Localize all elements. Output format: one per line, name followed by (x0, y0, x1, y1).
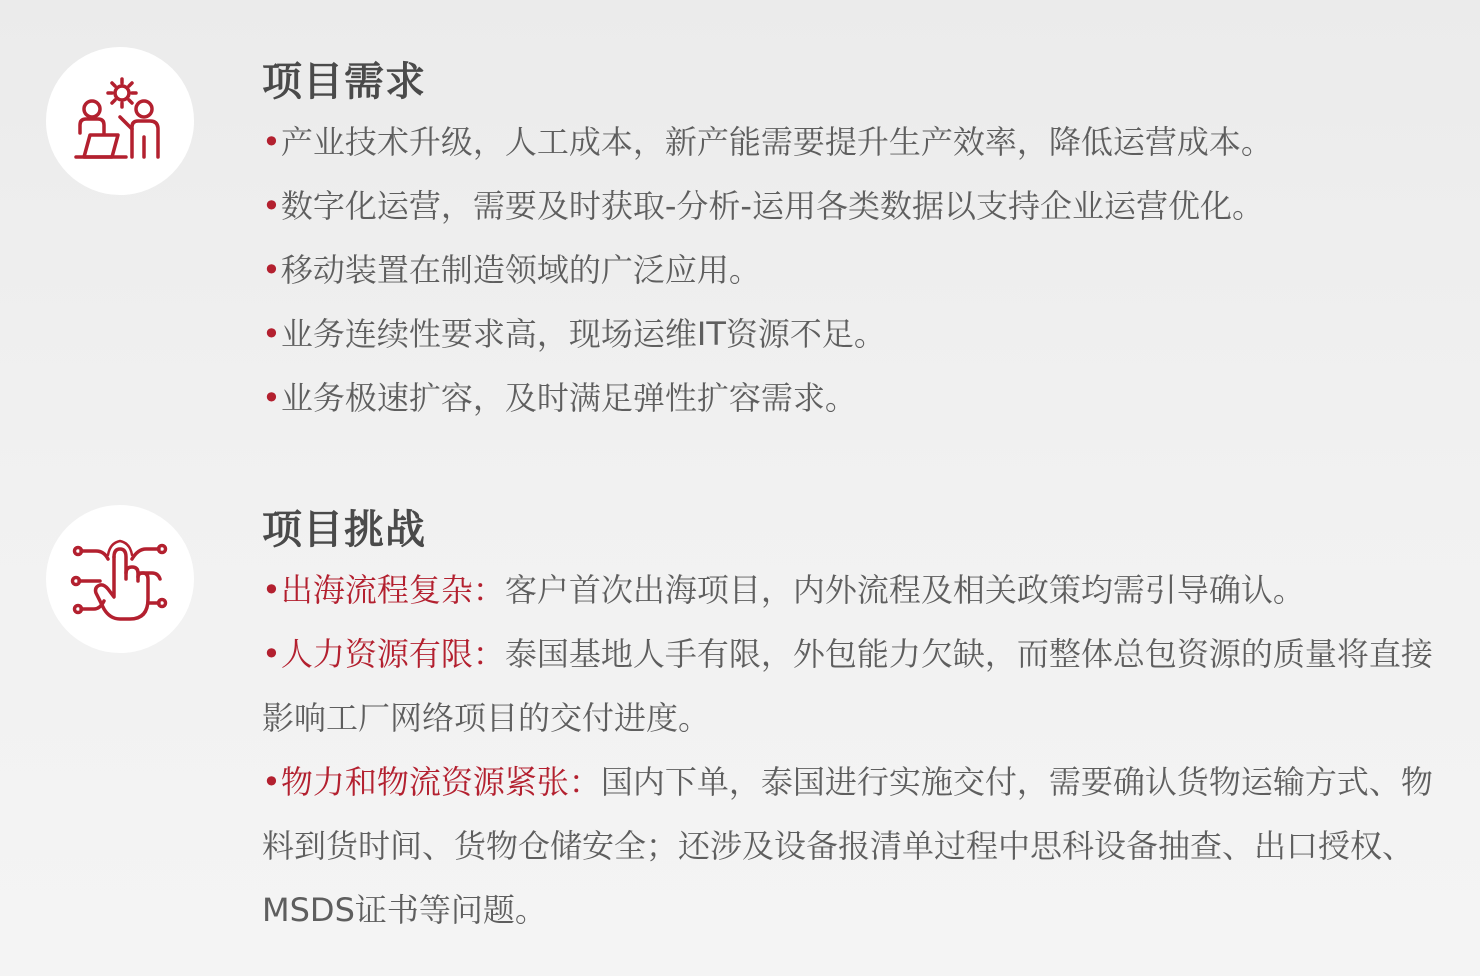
challenges-title: 项目挑战 (262, 507, 426, 553)
requirement-text: 移动装置在制造领域的广泛应用。 (280, 251, 761, 289)
bullet: • (262, 571, 281, 609)
bullet: • (262, 187, 281, 225)
challenge-text: 泰国基地人手有限，外包能力欠缺，而整体总包资源的质量将直接影响工厂网络项目的交付进度。 (262, 635, 1433, 737)
bullet: • (262, 635, 281, 673)
requirements-title: 项目需求 (262, 59, 426, 105)
bullet: • (262, 123, 281, 161)
requirement-text: 业务极速扩容，及时满足弹性扩容需求。 (280, 379, 857, 417)
requirement-item (262, 174, 1442, 238)
challenge-text: 客户首次出海项目，内外流程及相关政策均需引导确认。 (504, 571, 1305, 609)
requirements-icon-circle (46, 47, 194, 195)
challenge-text: 国内下单，泰国进行实施交付，需要确认货物运输方式、物料到货时间、货物仓储安全；还涉及设备报清单过程中思科设备抽查、出口授权、MSDS证书等问题。 (262, 763, 1433, 929)
requirement-item (262, 302, 1442, 366)
hand-network-icon (70, 529, 170, 629)
challenge-item (262, 558, 1442, 622)
challenge-item (262, 750, 1442, 942)
requirement-item (262, 366, 1442, 430)
bullet: • (262, 315, 281, 353)
requirement-item (262, 238, 1442, 302)
requirement-text: 数字化运营，需要及时获取-分析-运用各类数据以支持企业运营优化。 (280, 187, 1264, 225)
challenges-icon-circle (46, 505, 194, 653)
requirement-text: 业务连续性要求高，现场运维IT资源不足。 (280, 315, 886, 353)
bullet: • (262, 763, 281, 801)
requirement-item (262, 110, 1442, 174)
bullet: • (262, 379, 281, 417)
challenge-highlight: 物力和物流资源紧张： (280, 763, 601, 801)
requirement-text: 产业技术升级，人工成本，新产能需要提升生产效率，降低运营成本。 (280, 123, 1273, 161)
team-gear-icon (70, 71, 170, 171)
challenge-highlight: 人力资源有限： (280, 635, 505, 673)
bullet: • (262, 251, 281, 289)
challenge-highlight: 出海流程复杂： (280, 571, 505, 609)
challenge-item (262, 622, 1442, 750)
